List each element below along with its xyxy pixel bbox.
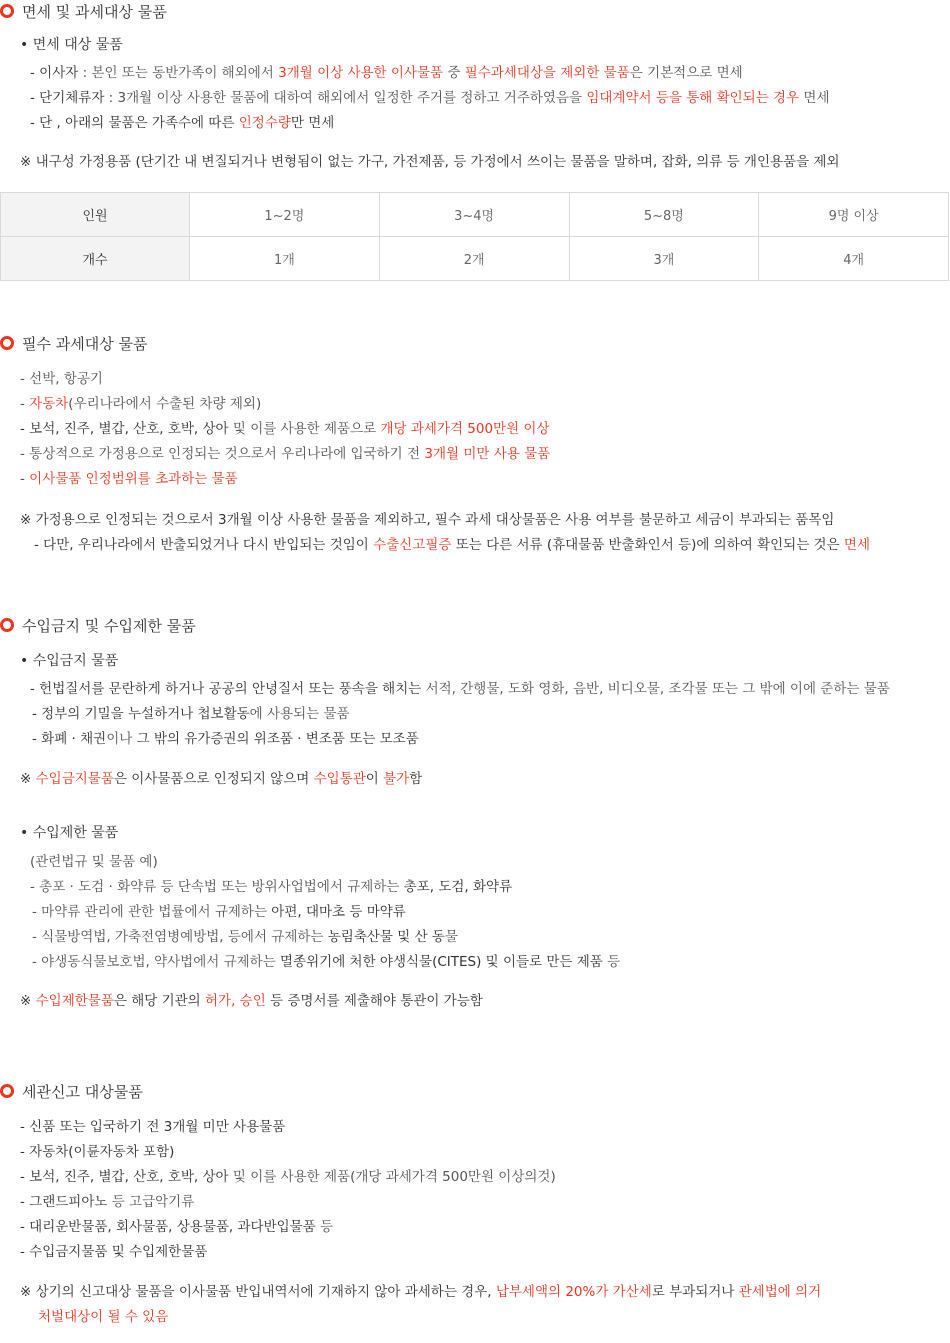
- term: - 보석, 진주, 별갑, 산호, 호박, 상아: [20, 1169, 229, 1185]
- note: [34, 534, 870, 556]
- term: - 단기체류자: [30, 90, 105, 106]
- note: ※ 가정용으로 인정되는 것으로서 3개월 이상 사용한 물품을 제외하고, 필수 과세 대상물품은 사용 여부를 불문하고 세금이 부과되는 품목임: [20, 512, 835, 528]
- highlight: 관세법에 의거: [738, 1284, 822, 1300]
- subheading-text: 면세 대상 물품: [32, 37, 123, 53]
- text: -: [20, 471, 30, 487]
- table-cell: 5~8명: [569, 193, 759, 237]
- allowance-table: [0, 192, 949, 281]
- list-item: [20, 468, 238, 490]
- text: 및 이를 사용한 제품으로: [228, 421, 381, 437]
- text: 면세: [799, 90, 830, 106]
- text: ※: [20, 993, 36, 1009]
- highlight: 3개월 이상 사용한 이사물품: [278, 65, 444, 81]
- term: 멸종위기에 처한 야생식물(CITES) 및 이들로 만든 제품: [280, 954, 603, 970]
- table-cell: 2개: [379, 237, 569, 281]
- subheading-prohibited-items: • 수입금지 물품: [20, 653, 119, 669]
- highlight: 불가: [383, 771, 410, 787]
- circle-bullet-icon: [0, 618, 14, 632]
- list-item: - 자동차(이륜자동차 포함): [20, 1144, 175, 1160]
- text: 이나: [106, 731, 137, 747]
- text: 이: [365, 771, 384, 787]
- highlight: 수출신고필증: [373, 537, 452, 553]
- list-item: [32, 951, 620, 973]
- list-item: - 신품 또는 입국하기 전 3개월 미만 사용물품: [20, 1119, 286, 1135]
- list-item: [20, 443, 550, 465]
- term: 농림축산물 및 산 동: [327, 929, 445, 945]
- section-title-prohibited: [0, 614, 196, 636]
- term: - 정부의 기밀을 누설하거나 첩보활동: [32, 706, 250, 722]
- list-item: [32, 926, 458, 948]
- text: ※: [20, 771, 36, 787]
- text: 등: [315, 1219, 334, 1235]
- section-title-text: 세관신고 대상물품: [22, 1082, 143, 1101]
- subheading-restricted-items: • 수입제한 물품: [20, 825, 119, 841]
- text: 은 기본적으로 면세: [629, 65, 743, 81]
- term: - 대리운반물품, 회사물품, 상용물품, 과다반입물품: [20, 1219, 316, 1235]
- text: 에 사용되는 물품: [249, 706, 350, 722]
- term: 아편, 대마초 등 마약류: [271, 904, 406, 920]
- table-cell: 3~4명: [379, 193, 569, 237]
- text: 로 부과되거나: [651, 1284, 739, 1300]
- highlight: 3개월 미만 사용 물품: [424, 446, 551, 462]
- note: [20, 768, 422, 790]
- text: - 마약류 관리에 관한 법률에서 규제하는: [32, 904, 272, 920]
- list-item: [32, 901, 406, 923]
- section-title-text: 필수 과세대상 물품: [22, 334, 148, 353]
- table-header-cell: 개수: [1, 237, 190, 281]
- section-title-declaration: [0, 1080, 143, 1102]
- subheading-text: 수입제한 물품: [32, 825, 119, 841]
- text: 서적, 간행물, 도화 영화, 음반, 비디오물, 조각물 또는 그 밖에 이에 준하는 물품: [421, 681, 890, 697]
- text: ※ 상기의 신고대상 물품을 이사물품 반입내역서에 기재하지 않아 과세하는 경우,: [20, 1284, 496, 1300]
- list-item: - 선박, 항공기: [20, 371, 103, 387]
- section-title-taxable: [0, 332, 147, 354]
- text: - 식물방역법, 가축전염병예방법, 등에서 규제하는: [32, 929, 328, 945]
- list-item: [30, 678, 890, 700]
- note: ※ 내구성 가정용품 (단기간 내 변질되거나 변형됨이 없는 가구, 가전제품, 등 가정에서 쓰이는 물품을 말하며, 잡화, 의류 등 개인용품을 제외: [20, 154, 840, 170]
- text: 은 해당 기관의: [113, 993, 205, 1009]
- text: 및 이를 사용한 제품(개당 과세가격 500만원 이상의것): [228, 1169, 556, 1185]
- term: - 이사자: [30, 65, 79, 81]
- section-title-text: 수입금지 및 수입제한 물품: [22, 616, 196, 635]
- highlight: 이사물품 인정범위를 초과하는 물품: [29, 471, 238, 487]
- list-item: [20, 418, 550, 440]
- section-title-duty-free: [0, 0, 167, 22]
- highlight: 면세: [843, 537, 871, 553]
- subheading-text: 수입금지 물품: [32, 653, 119, 669]
- text: 등: [602, 954, 621, 970]
- note: [20, 1281, 821, 1303]
- table-cell: 3개: [569, 237, 759, 281]
- note: [20, 990, 483, 1012]
- table-cell: 1개: [190, 237, 380, 281]
- text: - 다만, 우리나라에서 반출되었거나 다시 반입되는 것임이: [34, 537, 374, 553]
- text: - 총포 · 도검 · 화약류 등 단속법 또는 방위사업법에서 규제하는: [30, 879, 404, 895]
- text: 등 증명서를 제출해야 통관이 가능함: [265, 993, 483, 1009]
- list-item: [30, 876, 512, 898]
- table-cell: 4개: [759, 237, 949, 281]
- list-item: [30, 112, 334, 134]
- list-item: - 수입금지물품 및 수입제한물품: [20, 1244, 208, 1260]
- list-item: [32, 728, 419, 750]
- term: - 화폐 · 채권: [32, 731, 107, 747]
- text: 또는 다른 서류 (휴대물품 반출화인서 등)에 의하여 확인되는 것은: [451, 537, 844, 553]
- highlight: 자동차: [29, 396, 69, 412]
- highlight: 허가, 승인: [204, 993, 266, 1009]
- text: - 야생동식물보호법, 약사법에서 규제하는: [32, 954, 281, 970]
- text: - 통상적으로 가정용으로 인정되는 것으로서 우리나라에 입국하기 전: [20, 446, 425, 462]
- term: 총포, 도검, 화약류: [403, 879, 513, 895]
- list-item: [30, 87, 829, 109]
- highlight: 수입통관: [313, 771, 366, 787]
- text: - 단 , 아래의 물품은 가족수에 따른: [30, 115, 239, 131]
- list-item: [20, 1191, 194, 1213]
- list-item: [32, 703, 350, 725]
- highlight: 수입제한물품: [35, 993, 114, 1009]
- table-row: [1, 193, 949, 237]
- paragraph: (관련법규 및 물품 예): [30, 854, 158, 870]
- list-item: [30, 62, 743, 84]
- subheading-duty-free-items: • 면세 대상 물품: [20, 37, 123, 53]
- text: 중: [443, 65, 465, 81]
- circle-bullet-icon: [0, 1084, 14, 1098]
- note-continuation: 처벌대상이 될 수 있음: [38, 1309, 169, 1325]
- list-item: [20, 1216, 333, 1238]
- circle-bullet-icon: [0, 336, 14, 350]
- text: 은 이사물품으로 인정되지 않으며: [113, 771, 314, 787]
- table-cell: 9명 이상: [759, 193, 949, 237]
- section-title-text: 면세 및 과세대상 물품: [22, 2, 167, 21]
- text: 함: [409, 771, 423, 787]
- term: - 그랜드피아노: [20, 1194, 108, 1210]
- list-item: [20, 393, 261, 415]
- text: 등 고급악기류: [107, 1194, 195, 1210]
- term: 그 밖의 유가증권의 위조품 · 변조품 또는 모조품: [136, 731, 419, 747]
- text: (우리나라에서 수출된 차량 제외): [68, 396, 262, 412]
- table-header-cell: 인원: [1, 193, 190, 237]
- text: -: [20, 396, 30, 412]
- circle-bullet-icon: [0, 4, 14, 18]
- text: 물: [444, 929, 458, 945]
- text: 만 면세: [290, 115, 335, 131]
- highlight: 수입금지물품: [35, 771, 114, 787]
- table-cell: 1~2명: [190, 193, 380, 237]
- text: : 본인 또는 동반가족이 해외에서: [78, 65, 279, 81]
- list-item: [20, 1166, 556, 1188]
- table-row: [1, 237, 949, 281]
- highlight: 필수과세대상을 제외한 물품: [464, 65, 630, 81]
- term: - 보석, 진주, 별갑, 산호, 호박, 상아: [20, 421, 229, 437]
- term: - 헌법질서를 문란하게 하거나 공공의 안녕질서 또는 풍속을 해치는: [30, 681, 422, 697]
- highlight: 인정수량: [238, 115, 291, 131]
- highlight: 납부세액의 20%가 가산세: [495, 1284, 652, 1300]
- highlight: 개당 과세가격 500만원 이상: [380, 421, 550, 437]
- highlight: 임대계약서 등을 통해 확인되는 경우: [586, 90, 800, 106]
- text: : 3개월 이상 사용한 물품에 대하여 해외에서 일정한 주거를 정하고 거주하였음을: [104, 90, 587, 106]
